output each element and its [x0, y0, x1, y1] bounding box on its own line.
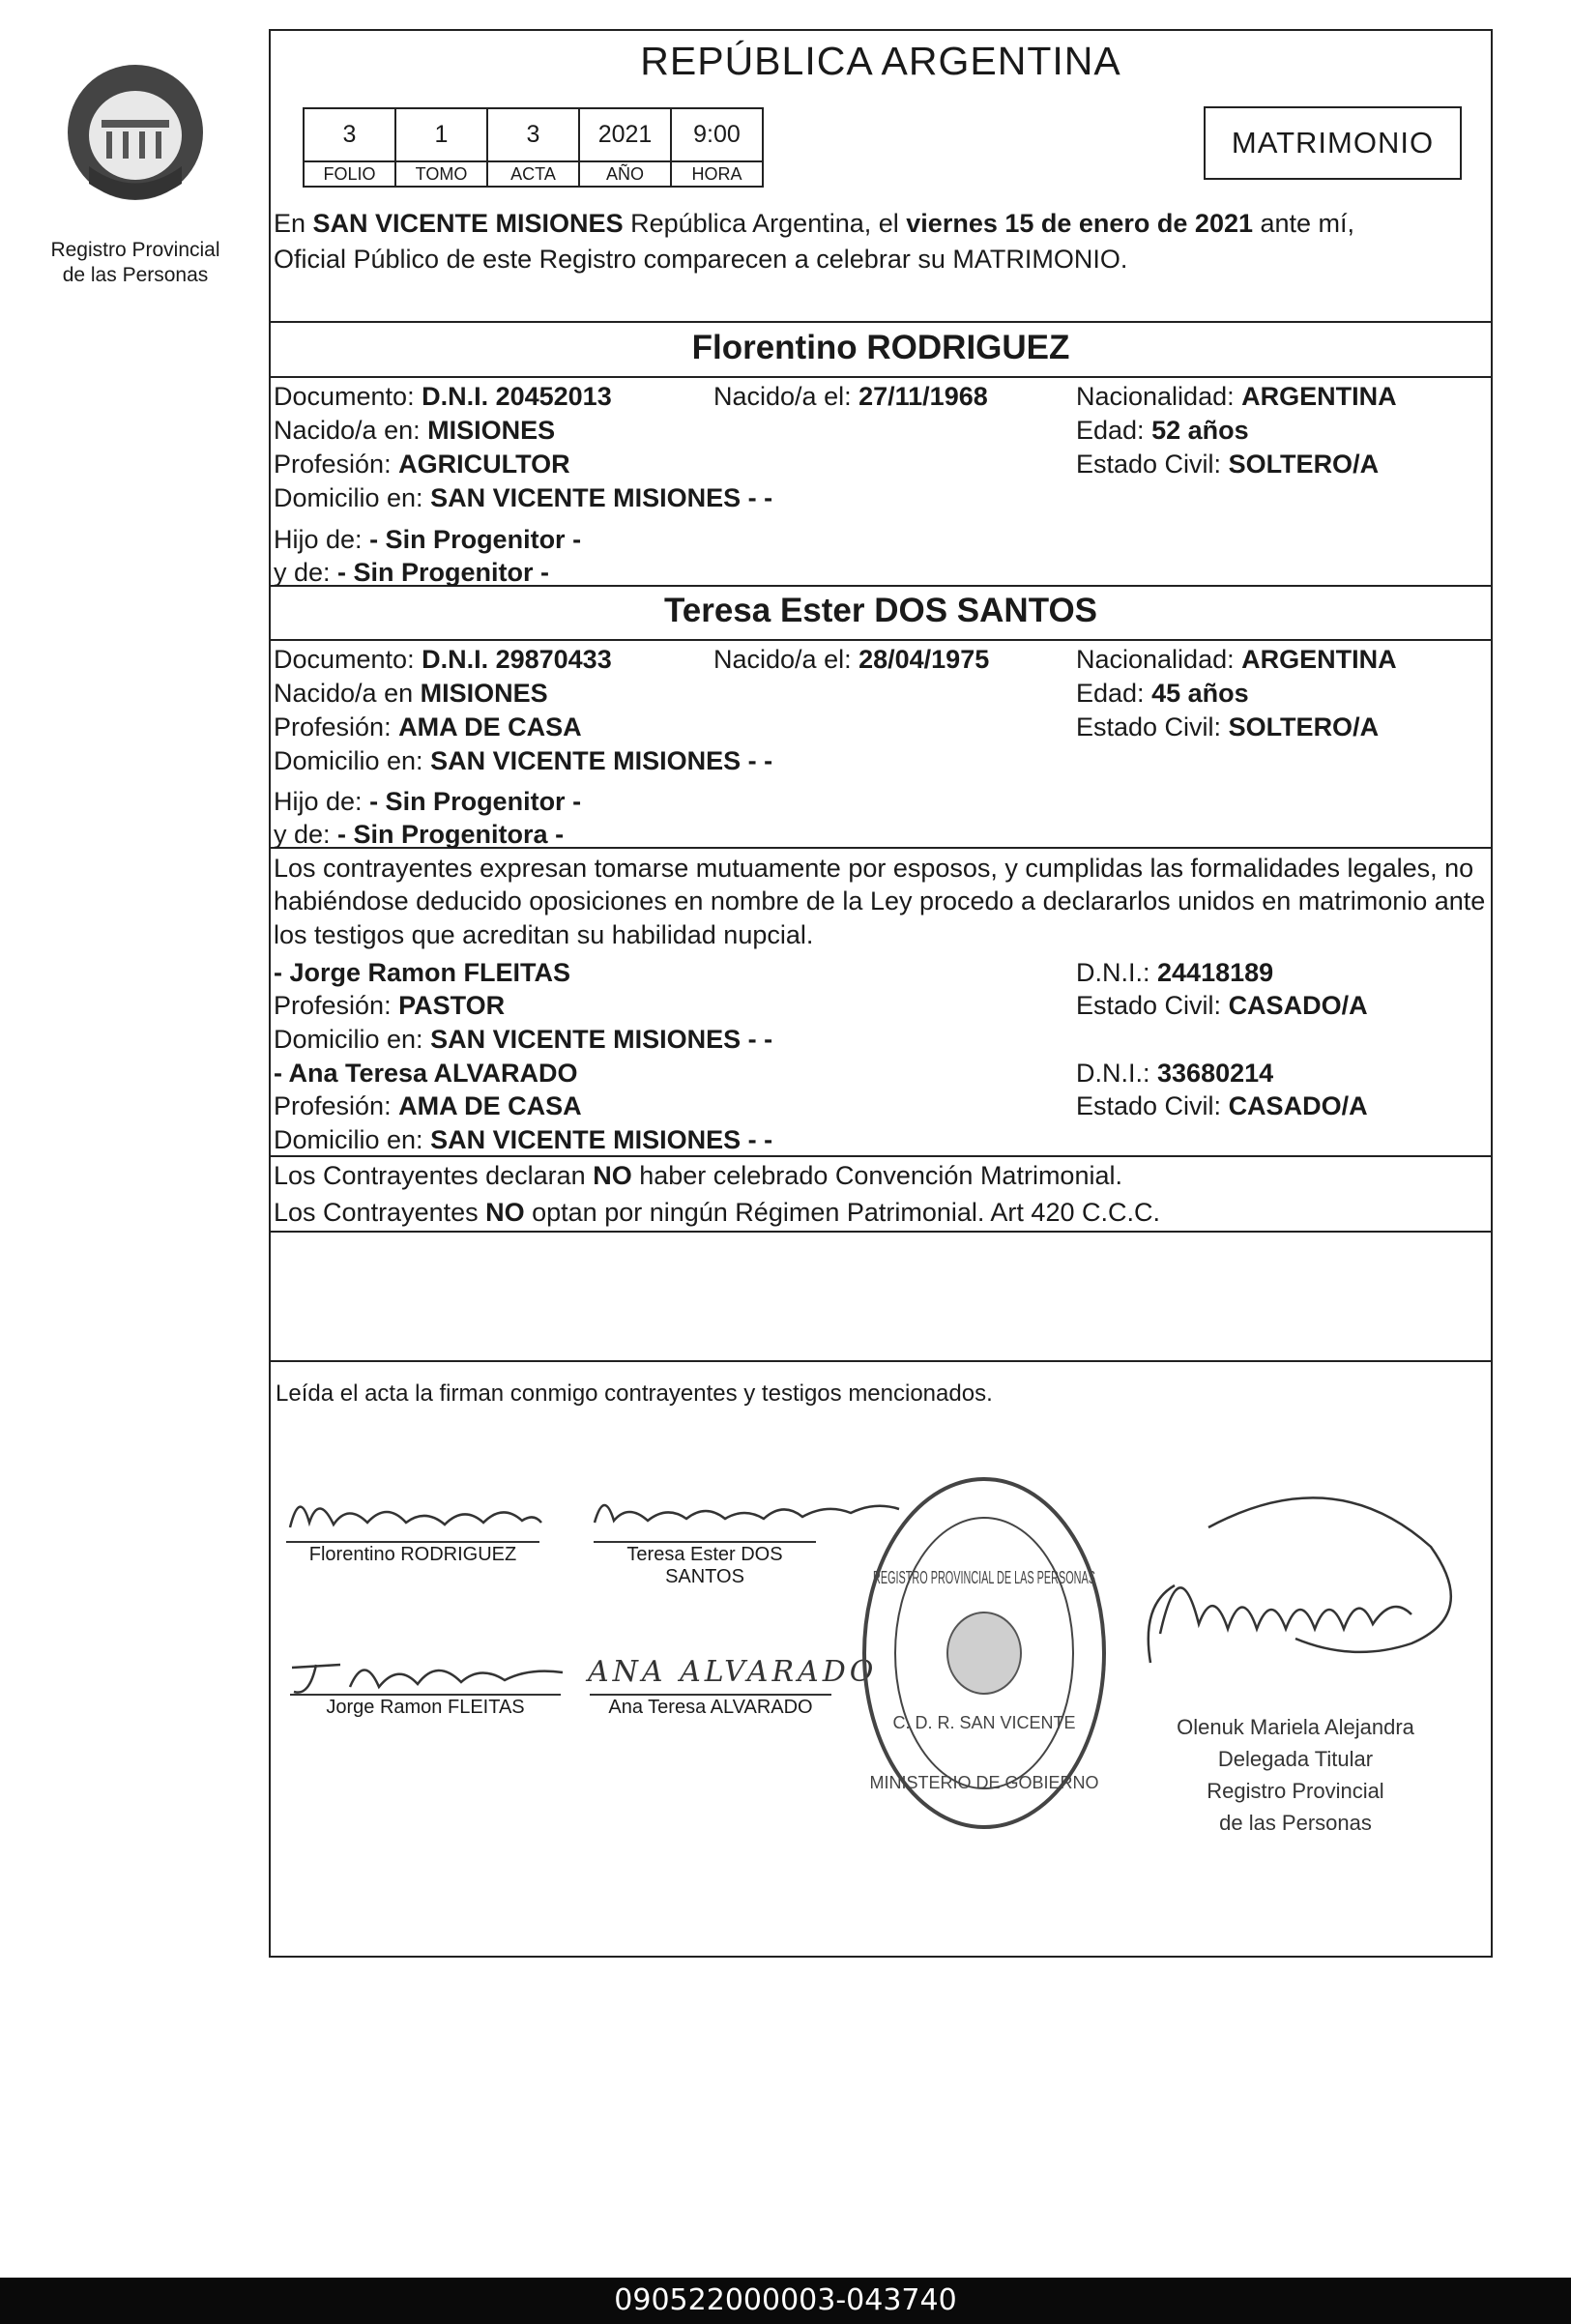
time-value: 9:00: [671, 108, 763, 161]
witness2-civil-status: Estado Civil: CASADO/A: [1076, 1091, 1368, 1120]
logo-caption: Registro Provincial de las Personas: [50, 239, 220, 286]
spouse2-nationality: Nacionalidad: ARGENTINA: [1076, 645, 1397, 674]
footer-document-code: 090522000003-043740: [0, 2278, 1571, 2324]
spouse2-birthdate: Nacido/a el: 28/04/1975: [713, 645, 990, 674]
official-stamp-icon: [858, 1469, 1110, 1837]
witness2-address: Domicilio en: SAN VICENTE MISIONES - -: [274, 1125, 773, 1154]
divider: [269, 639, 1493, 641]
spouse1-name: Florentino RODRIGUEZ: [691, 329, 1070, 366]
signature-ana: ANA ALVARADO: [588, 1655, 878, 1689]
spouse1-birthdate: Nacido/a el: 27/11/1968: [713, 382, 988, 411]
witness1-name: - Jorge Ramon FLEITAS: [274, 958, 571, 987]
declaration-line-1: Los contrayentes expresan tomarse mutuamente por esposos, y cumplidas las formalidades legales, no: [274, 854, 1474, 883]
signature-line: [286, 1541, 539, 1543]
official-org-2: de las Personas: [1219, 1811, 1372, 1835]
spouse2-father: Hijo de: - Sin Progenitor -: [274, 787, 582, 816]
signature-jorge: [282, 1643, 572, 1701]
signature-caption-florentino: Florentino RODRIGUEZ: [308, 1544, 517, 1565]
spouse2-profession: Profesión: AMA DE CASA: [274, 712, 582, 741]
year-value: 2021: [579, 108, 671, 161]
witness1-address: Domicilio en: SAN VICENTE MISIONES - -: [274, 1025, 773, 1054]
spouse2-age: Edad: 45 años: [1076, 679, 1249, 708]
divider: [269, 321, 1493, 323]
tomo-label: TOMO: [395, 161, 487, 187]
witness1-civil-status: Estado Civil: CASADO/A: [1076, 991, 1368, 1020]
spouse2-address: Domicilio en: SAN VICENTE MISIONES - -: [274, 746, 773, 775]
spouse1-mother: y de: - Sin Progenitor -: [274, 558, 550, 587]
declaration-line-3: los testigos que acreditan su habilidad nupcial.: [274, 920, 814, 949]
official-signature-block: [1131, 1711, 1460, 1839]
spouse1-age: Edad: 52 años: [1076, 416, 1249, 445]
year-label: AÑO: [579, 161, 671, 187]
spouse1-birthplace: Nacido/a en: MISIONES: [274, 416, 556, 445]
spouse1-father: Hijo de: - Sin Progenitor -: [274, 525, 582, 554]
witness1-profession: Profesión: PASTOR: [274, 991, 506, 1020]
spouse1-nationality: Nacionalidad: ARGENTINA: [1076, 382, 1397, 411]
spouse2-mother: y de: - Sin Progenitora -: [274, 820, 565, 849]
witness2-name: - Ana Teresa ALVARADO: [274, 1059, 578, 1088]
stamp-inner-text: C. D. R. SAN VICENTE: [892, 1713, 1076, 1732]
spouse1-address: Domicilio en: SAN VICENTE MISIONES - -: [274, 483, 773, 512]
intro-line-2: Oficial Público de este Registro comparecen a celebrar su MATRIMONIO.: [274, 245, 1128, 274]
stamp-bottom-text: MINISTERIO DE GOBIERNO: [869, 1773, 1099, 1792]
time-label: HORA: [671, 161, 763, 187]
divider: [269, 1360, 1493, 1362]
page-title: REPÚBLICA ARGENTINA: [640, 39, 1121, 83]
signature-caption-teresa: Teresa Ester DOS SANTOS: [626, 1544, 783, 1587]
signature-caption-ana: Ana Teresa ALVARADO: [608, 1697, 813, 1718]
acta-label: ACTA: [487, 161, 579, 187]
spouse2-name: Teresa Ester DOS SANTOS: [663, 592, 1098, 629]
spouse2-civil-status: Estado Civil: SOLTERO/A: [1076, 712, 1380, 741]
act-type-box: MATRIMONIO: [1204, 106, 1462, 180]
signature-florentino: [280, 1484, 551, 1542]
witness2-dni: D.N.I.: 33680214: [1076, 1059, 1274, 1088]
folio-value: 3: [304, 108, 395, 161]
signature-line: [590, 1694, 831, 1696]
signature-official: [1121, 1469, 1489, 1721]
closing-statement: Leída el acta la firman conmigo contrayentes y testigos mencionados.: [276, 1380, 993, 1407]
spouse2-birthplace: Nacido/a en MISIONES: [274, 679, 548, 708]
intro-line-1: En SAN VICENTE MISIONES República Argentina, el viernes 15 de enero de 2021 ante mí,: [274, 209, 1355, 238]
witness1-dni: D.N.I.: 24418189: [1076, 958, 1274, 987]
official-org-1: Registro Provincial: [1207, 1779, 1384, 1803]
spouse1-document: Documento: D.N.I. 20452013: [274, 382, 612, 411]
convention-line-1: Los Contrayentes declaran NO haber celebrado Convención Matrimonial.: [274, 1161, 1122, 1190]
stamp-ring-text: REGISTRO PROVINCIAL DE LAS PERSONAS: [873, 1568, 1095, 1587]
official-name: Olenuk Mariela Alejandra: [1177, 1715, 1414, 1739]
divider: [269, 1231, 1493, 1233]
official-title: Delegada Titular: [1217, 1747, 1374, 1771]
signature-line: [290, 1694, 561, 1696]
witness2-profession: Profesión: AMA DE CASA: [274, 1091, 582, 1120]
tomo-value: 1: [395, 108, 487, 161]
spouse1-civil-status: Estado Civil: SOLTERO/A: [1076, 450, 1380, 479]
declaration-line-2: habiéndose deducido oposiciones en nombre de la Ley procedo a declararlos unidos en matrimonio ante: [274, 886, 1486, 915]
spouse1-profession: Profesión: AGRICULTOR: [274, 450, 570, 479]
acta-value: 3: [487, 108, 579, 161]
province-seal-icon: [48, 60, 222, 205]
folio-label: FOLIO: [304, 161, 395, 187]
signature-caption-jorge: Jorge Ramon FLEITAS: [326, 1697, 525, 1718]
spouse2-document: Documento: D.N.I. 29870433: [274, 645, 612, 674]
divider: [269, 376, 1493, 378]
act-number-table: [303, 107, 764, 188]
regime-line: Los Contrayentes NO optan por ningún Régimen Patrimonial. Art 420 C.C.C.: [274, 1198, 1160, 1227]
signature-line: [594, 1541, 816, 1543]
